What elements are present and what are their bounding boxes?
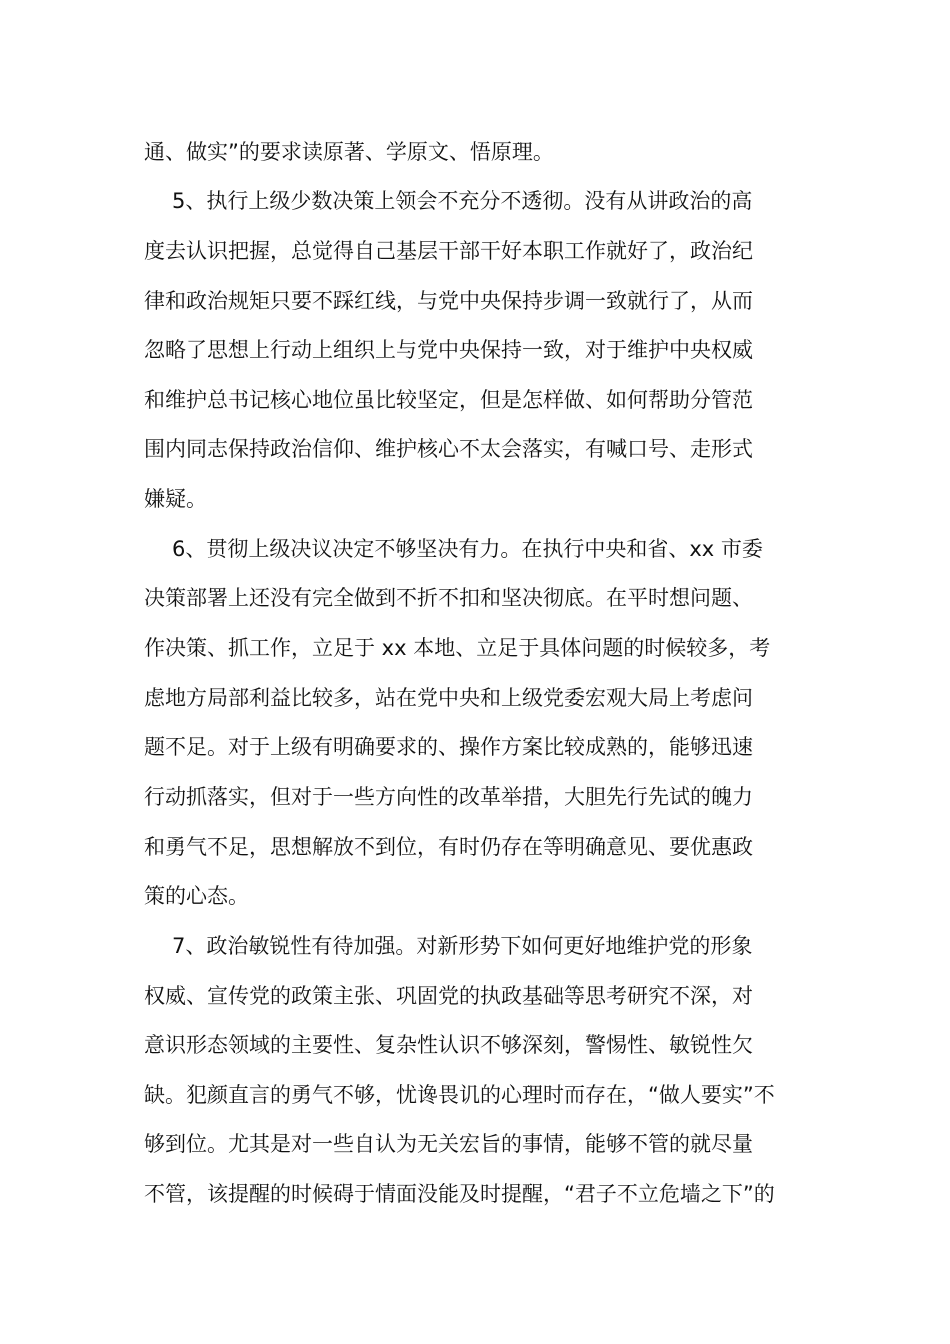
text-line: 权威、宣传党的政策主张、巩固党的执政基础等思考研究不深，对 <box>144 984 753 1008</box>
text-line: 和维护总书记核心地位虽比较坚定，但是怎样做、如何帮助分管范 <box>144 388 753 412</box>
paragraph-5-heading-line: 5、执行上级少数决策上领会不充分不透彻。没有从讲政治的高 <box>172 189 753 213</box>
text-line: 决策部署上还没有完全做到不折不扣和坚决彻底。在平时想问题、 <box>144 586 753 610</box>
text-line: 不管，该提醒的时候碍于情面没能及时提醒，“君子不立危墙之下”的 <box>144 1182 775 1206</box>
text-line: 忽略了思想上行动上组织上与党中央保持一致，对于维护中央权威 <box>144 338 753 362</box>
text-line: 虑地方局部利益比较多，站在党中央和上级党委宏观大局上考虑问 <box>144 686 753 710</box>
paragraph-6-heading-line: 6、贯彻上级决议决定不够坚决有力。在执行中央和省、xx 市委 <box>172 537 763 561</box>
text-line: 缺。犯颜直言的勇气不够，忧谗畏讥的心理时而存在，“做人要实”不 <box>144 1083 775 1107</box>
text-line: 策的心态。 <box>144 884 249 908</box>
text-line: 意识形态领域的主要性、复杂性认识不够深刻，警惕性、敏锐性欠 <box>144 1033 753 1057</box>
paragraph-7-heading-line: 7、政治敏锐性有待加强。对新形势下如何更好地维护党的形象 <box>172 934 753 958</box>
text-line: 围内同志保持政治信仰、维护核心不太会落实，有喊口号、走形式 <box>144 437 753 461</box>
text-line: 度去认识把握，总觉得自己基层干部干好本职工作就好了，政治纪 <box>144 239 753 263</box>
text-line: 律和政治规矩只要不踩红线，与党中央保持步调一致就行了，从而 <box>144 289 753 313</box>
text-line: 作决策、抓工作，立足于 xx 本地、立足于具体问题的时候较多，考 <box>144 636 771 660</box>
text-line: 和勇气不足，思想解放不到位，有时仍存在等明确意见、要优惠政 <box>144 835 753 859</box>
text-line: 嫌疑。 <box>144 487 207 511</box>
text-line: 够到位。尤其是对一些自认为无关宏旨的事情，能够不管的就尽量 <box>144 1132 753 1156</box>
text-line: 通、做实”的要求读原著、学原文、悟原理。 <box>144 140 554 164</box>
text-line: 题不足。对于上级有明确要求的、操作方案比较成熟的，能够迅速 <box>144 735 753 759</box>
text-line: 行动抓落实，但对于一些方向性的改革举措，大胆先行先试的魄力 <box>144 785 753 809</box>
